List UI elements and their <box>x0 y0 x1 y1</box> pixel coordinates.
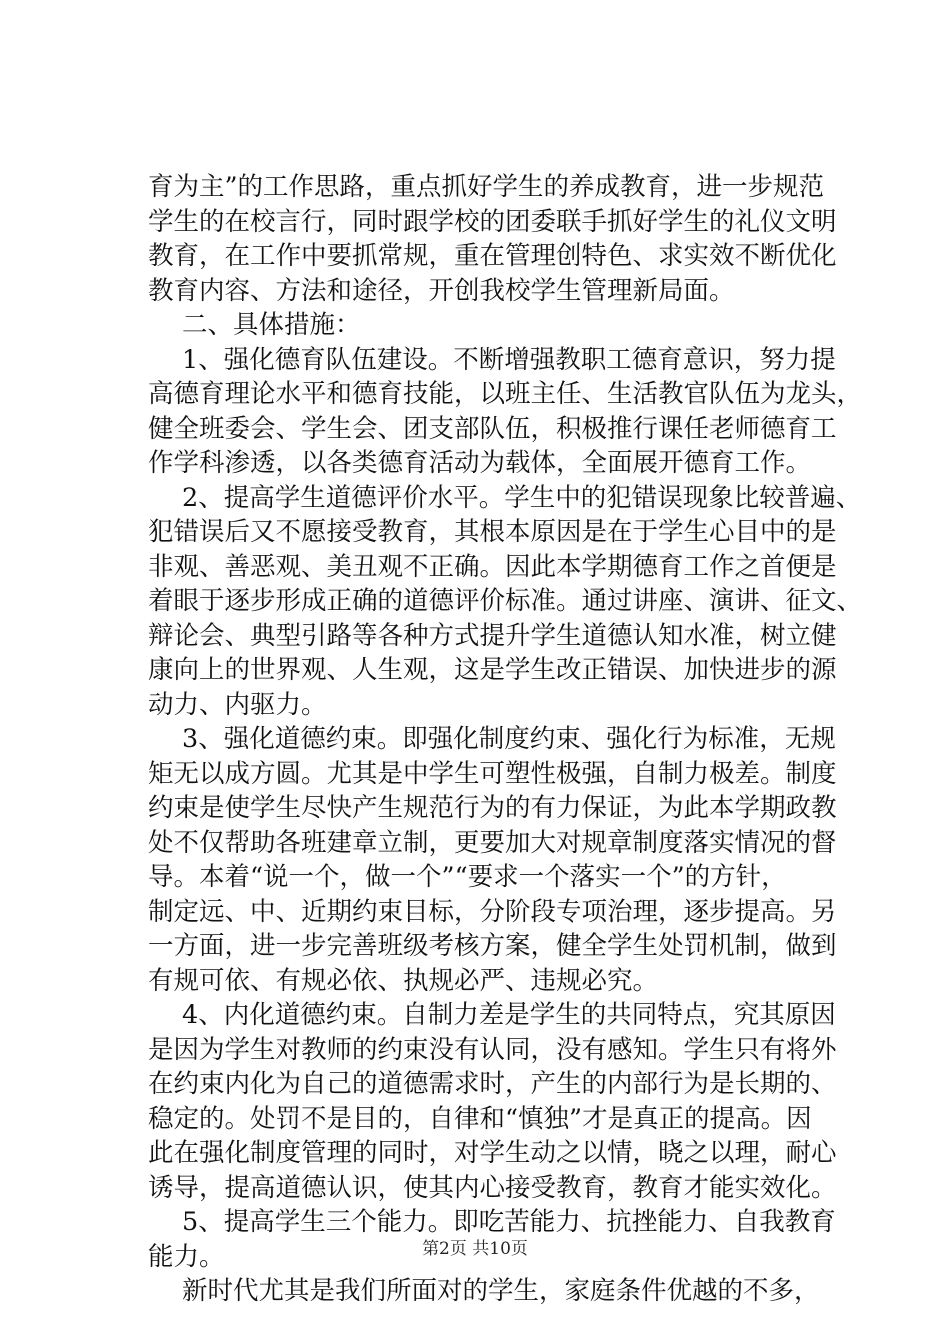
text-line: 教育，在工作中要抓常规，重在管理创特色、求实效不断优化 <box>148 241 837 271</box>
text-line: 5、提高学生三个能力。即吃苦能力、抗挫能力、自我教育 <box>182 1207 836 1237</box>
text-line: 制定远、中、近期约束目标，分阶段专项治理，逐步提高。另 <box>148 896 837 927</box>
text-line: 健全班委会、学生会、团支部队伍，积极推行课任老师德育工 <box>148 413 837 444</box>
text-line: 作学科渗透，以各类德育活动为载体，全面展开德育工作。 <box>148 448 812 478</box>
text-line: 康向上的世界观、人生观，这是学生改正错误、加快进步的源 <box>148 655 837 685</box>
text-line: 约束是使学生尽快产生规范行为的有力保证，为此本学期政教 <box>148 793 837 823</box>
text-line: 此在强化制度管理的同时，对学生动之以情，晓之以理，耐心 <box>148 1138 837 1168</box>
text-line: 矩无以成方圆。尤其是中学生可塑性极强，自制力极差。制度 <box>148 758 837 789</box>
page-footer <box>0 1234 950 1259</box>
text-line: 教育内容、方法和途径，开创我校学生管理新局面。 <box>148 275 735 306</box>
text-line: 着眼于逐步形成正确的道德评价标准。通过讲座、演讲、征文、 <box>148 586 863 616</box>
text-line: 1、强化德育队伍建设。不断增强教职工德育意识，努力提 <box>182 344 836 375</box>
text-line: 一方面，进一步完善班级考核方案，健全学生处罚机制，做到 <box>148 931 837 961</box>
text-line: 能力。 <box>148 1241 225 1272</box>
text-line: 育为主”的工作思路，重点抓好学生的养成教育，进一步规范 <box>148 172 825 202</box>
text-line: 有规可依、有规必依、执规必严、违规必究。 <box>148 965 659 996</box>
text-line: 新时代尤其是我们所面对的学生，家庭条件优越的不多， <box>182 1276 820 1306</box>
text-line: 非观、善恶观、美丑观不正确。因此本学期德育工作之首便是 <box>148 551 837 582</box>
text-line: 稳定的。处罚不是目的，自律和“慎独”才是真正的提高。因 <box>148 1103 812 1134</box>
text-line: 高德育理论水平和德育技能，以班主任、生活教官队伍为龙头， <box>148 379 863 409</box>
text-line: 在约束内化为自己的道德需求时，产生的内部行为是长期的、 <box>148 1069 837 1099</box>
text-line: 4、内化道德约束。自制力差是学生的共同特点，究其原因 <box>182 1000 836 1030</box>
text-line: 处不仅帮助各班建章立制，更要加大对规章制度落实情况的督 <box>148 827 837 858</box>
text-line: 犯错误后又不愿接受教育，其根本原因是在于学生心目中的是 <box>148 517 837 547</box>
text-line: 是因为学生对教师的约束没有认同，没有感知。学生只有将外 <box>148 1034 837 1065</box>
text-line: 3、强化道德约束。即强化制度约束、强化行为标准，无规 <box>182 724 836 754</box>
text-line: 学生的在校言行，同时跟学校的团委联手抓好学生的礼仪文明 <box>148 206 837 237</box>
text-line: 动力、内驱力。 <box>148 689 327 720</box>
text-line: 诱导，提高道德认识，使其内心接受教育，教育才能实效化。 <box>148 1172 837 1203</box>
document-body <box>148 170 863 1309</box>
text-line: 2、提高学生道德评价水平。学生中的犯错误现象比较普遍、 <box>182 482 862 513</box>
page-number-label: 第2页 共10页 <box>422 1239 528 1259</box>
text-line: 二、具体措施： <box>182 310 361 340</box>
text-line: 导。本着“说一个，做一个”“要求一个落实一个”的方针， <box>148 862 787 892</box>
text-line: 辩论会、典型引路等各种方式提升学生道德认知水准，树立健 <box>148 620 837 651</box>
